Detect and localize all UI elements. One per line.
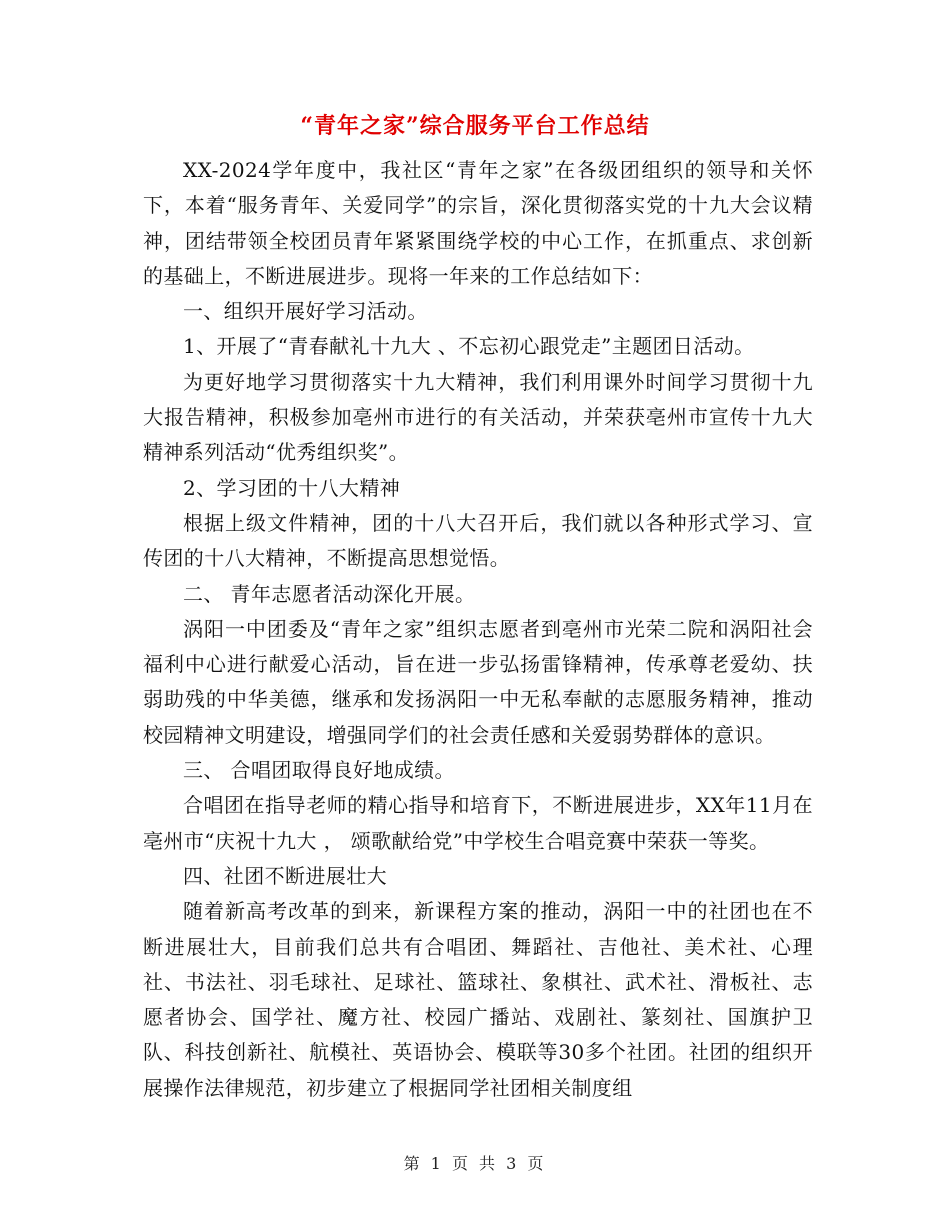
section-heading-3: 三、 合唱团取得良好地成绩。 xyxy=(183,758,455,783)
page-footer: 第 1 页 共 3 页 xyxy=(403,1154,547,1173)
paragraph-2: 涡阳一中团委及“青年之家”组织志愿者到亳州市光荣二院和涡阳社会福利中心进行献爱心活动，旨在进一步弘扬雷锋精神，传承尊老爱幼、扶弱助残的中华美德，继承和发扬涡阳一中无私奉献的志愿服务精神，推动校园精神文明建设，增强同学们的社会责任感和关爱弱势群体的意识。 xyxy=(143,616,813,747)
subsection-heading-1-2: 2、学习团的十八大精神 xyxy=(183,475,401,500)
paragraph-1-1: 为更好地学习贯彻落实十九大精神，我们利用课外时间学习贯彻十九大报告精神，积极参加亳州市进行的有关活动，并荣获亳州市宣传十九大精神系列活动“优秀组织奖”。 xyxy=(143,369,813,465)
section-heading-4: 四、社团不断进展壮大 xyxy=(183,863,387,888)
document-body xyxy=(143,153,813,1106)
paragraph-4: 随着新高考改革的到来，新课程方案的推动，涡阳一中的社团也在不断进展壮大，目前我们总共有合唱团、舞蹈社、吉他社、美术社、心理社、书法社、羽毛球社、足球社、篮球社、象棋社、武术社、滑板社、志愿者协会、国学社、魔方社、校园广播站、戏剧社、篆刻社、国旗护卫队、科技创新社、航模社、英语协会、模联等30多个社团。社团的组织开展操作法律规范，初步建立了根据同学社团相关制度组 xyxy=(143,899,813,1100)
section-heading-2: 二、 青年志愿者活动深化开展。 xyxy=(183,581,476,606)
section-heading-1: 一、组织开展好学习活动。 xyxy=(183,299,428,324)
paragraph-1-2: 根据上级文件精神，团的十八大召开后，我们就以各种形式学习、宣传团的十八大精神，不断提高思想觉悟。 xyxy=(143,510,813,571)
document-title: “青年之家”综合服务平台工作总结 xyxy=(300,113,650,139)
paragraph-intro: XX-2024学年度中，我社区“青年之家”在各级团组织的领导和关怀下，本着“服务青年、关爱同学”的宗旨，深化贯彻落实党的十九大会议精神，团结带领全校团员青年紧紧围绕学校的中心工作，在抓重点、求创新的基础上，不断进展进步。现将一年来的工作总结如下： xyxy=(143,158,813,288)
paragraph-3: 合唱团在指导老师的精心指导和培育下，不断进展进步，XX年11月在亳州市“庆祝十九大 ， 颂歌献给党”中学校生合唱竞赛中荣获一等奖。 xyxy=(143,793,813,853)
subsection-heading-1-1: 1、开展了“青春献礼十九大 、不忘初心跟党走”主题团日活动。 xyxy=(183,334,755,359)
